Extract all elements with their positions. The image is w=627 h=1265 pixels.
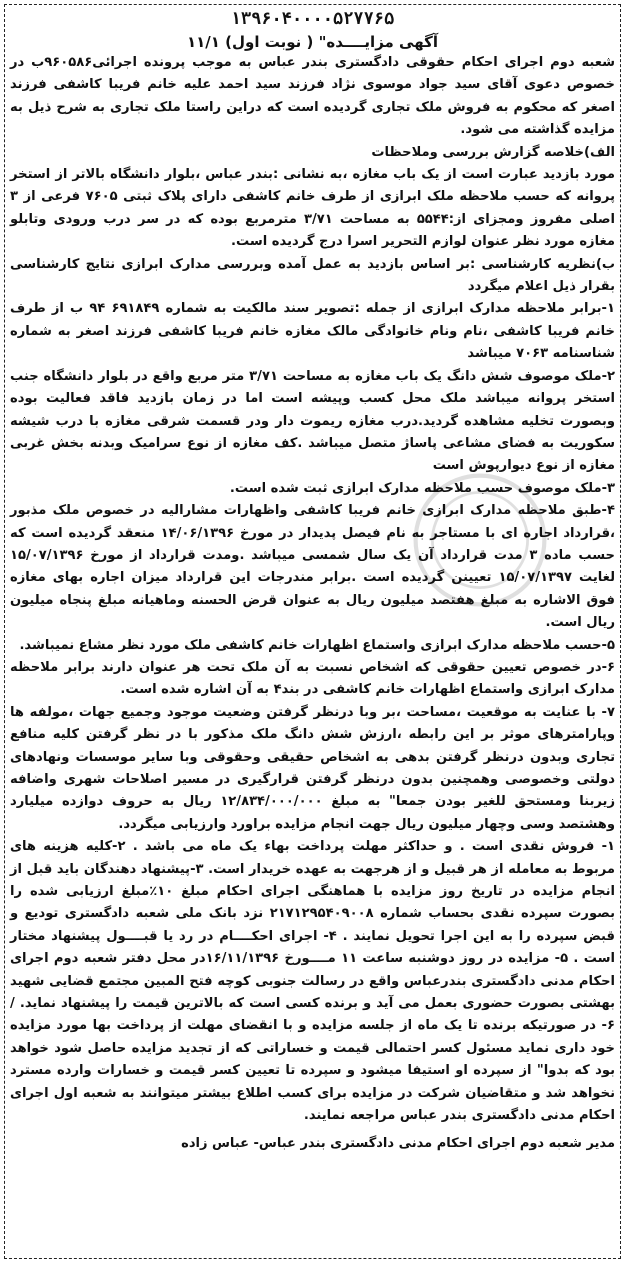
notice-number: ۱۳۹۶۰۴۰۰۰۰۵۲۷۷۶۵	[230, 9, 395, 29]
notice-title: آگهی مزایــــده" ( نوبت اول) ۱۱/۱	[187, 33, 438, 51]
section-b-item: ۲-ملک موصوف شش دانگ یک باب مغازه به مساحت ۳/۷۱ متر مربع واقع در بلوار دانشگاه جنب استخر پروانه میباشد ملک محل کسب وپیشه است اما در زمان بازدید فاقد فعالیت بوده وبصورت تخلیه مشاهده گردید.درب مغازه ریموت دار ودر قسمت شرقی مغازه با درب شیشه سکوریت به فضای مشاعی پاساژ متصل میباشد .کف مغازه از نوع سرامیک وبدنه بخش غربی مغازه از نوع دیوارپوش است	[10, 368, 616, 474]
signature-line: مدیر شعبه دوم اجرای احکام مدنی دادگستری بندر عباس- عباس زاده	[181, 1135, 615, 1151]
section-b-item: ۶-در خصوص تعیین حقوقی که اشخاص نسبت به آن ملک تحت هر عنوان دارند برابر ملاحظه مدارک ابرازی واستماع اظهارات خانم کاشفی در بند۴ به آن اشاره شده است.	[10, 659, 615, 698]
auction-conditions: ۱- فروش نقدی است . و حداکثر مهلت پرداخت بهاء یک ماه می باشد . ۲-کلیه هزینه های مربوط به معامله از هر قبیل و از هرجهت به عهده خریدار است. ۳-پیشنهاد دهندگان باید قبل از انجام مزایده در تاریخ روز مزایده با هماهنگی اجرای احکام مبلغ ۱۰٪مبلغ ارزیابی شده را بصورت سپرده نقدی بحساب شماره ۲۱۷۱۲۹۵۴۰۹۰۰۸ نزد بانک ملی شعبه دادگستری تودیع و قبض سپرده را به این اجرا تحویل نمایند . ۴- اجرای احکــــام در رد یا قبــــول پیشنهاد مختار است . ۵- مزایده در روز دوشنبه ساعت ۱۱ مــــورخ ۱۶/۱۱/۱۳۹۶در محل دفتر شعبه دوم اجرای احکام مدنی دادگستری بندرعباس واقع در رسالت جنوبی کوچه فتح المبین مجتمع قضایی شهید بهشتی بصورت حضوری بعمل می آید و برنده کسی است که بالاترین قیمت را پیشنهاد نماید. / ۶- در صورتیکه برنده تا یک ماه از جلسه مزایده و با انقضای مهلت از پرداخت بها مورد مزایده خود داری نماید مسئول کسر احتمالی قیمت و خساراتی که از تجدید مزایده حاصل شود خواهد بود که بدوا" از سپرده او استیفا میشود و سپرده تا تعیین کسر قیمت و خسارات وارده مسترد نخواهد شد و متقاضیان شرکت در مزایده برای کسب اطلاع بیشتر میتوانند به شعبه اول اجرای احکام مدنی دادگستری بندر عباس مراجعه نمایند.	[10, 839, 616, 1124]
section-b-item: ۴-طبق ملاحظه مدارک ابرازی خانم فریبا کاشفی واظهارات مشارالیه در خصوص ملک مذبور ،قرارداد اجاره ای با مستاجر به نام فیصل پدیدار در مورخ ۱۴/۰۶/۱۳۹۶ منعقد گردیده است که حسب ماده ۳ مدت قرارداد آن یک سال شمسی میباشد .ومدت قرارداد از مورخ ۱۵/۰۷/۱۳۹۶ لغایت ۱۵/۰۷/۱۳۹۷ تعیینن گردیده است .برابر مندرجات این قرارداد میزان اجاره بهای مغازه فوق الاشاره به مبلغ هفتصد میلیون ریال به عنوان قرض الحسنه وماهیانه مبلغ پنجاه میلیون ریال است.	[10, 503, 615, 631]
notice-body	[10, 8, 615, 1154]
section-b-item: ۱-برابر ملاحظه مدارک ابرازی از جمله :تصویر سند مالکیت به شماره ۶۹۱۸۴۹ ۹۴ ب از طرف خانم فریبا کاشفی ،نام ونام خانوادگی مالک مغازه خانم فریبا کاشفی فرزند اصغر به شماره شناسنامه ۷۰۶۳ میباشد	[10, 301, 615, 362]
section-a-text: مورد بازدید عبارت است از یک باب مغازه ،به نشانی :بندر عباس ،بلوار دانشگاه بالاتر از استخر پروانه که حسب ملاحظه ملک ابرازی از طرف خانم کاشفی دارای پلاک ثبتی ۷۶۰۵ فرعی از ۳ اصلی مفروز ومجزای از:۵۵۴۴ به مساحت ۳/۷۱ مترمربع بوده که در سر درب ورودی وتابلو مغازه مورد نظر عنوان لوازم التحریر اسرا درج گردیده است.	[10, 167, 615, 250]
intro-paragraph: شعبه دوم اجرای احکام حقوقی دادگستری بندر عباس به موجب پرونده اجرائی۹۶۰۵۸۶ب در خصوص دعوی آقای سید جواد موسوی نژاد فرزند سید احمد علیه خانم فریبا کاشفی فرزند اصغر که محکوم به فروش ملک تجاری گردیده است که دراین راستا ملک تجاری به شرح ذیل به مزایده گذاشته می شود.	[10, 55, 615, 138]
section-a-heading: الف)خلاصه گزارش بررسی وملاحظات	[371, 144, 615, 160]
section-b-item: ۵-حسب ملاحظه مدارک ابرازی واستماع اظهارات خانم کاشفی ملک مورد نظر مشاع نمیباشد.	[19, 637, 615, 653]
section-b-item: ۷- با عنایت به موقعیت ،مساحت ،بر وبا درنظر گرفتن وضعیت موجود وجمیع جهات ،مولفه ها وپارامترهای موثر بر این رابطه ،ارزش شش دانگ ملک مذکور با در نظر گرفتن کلیه منافع تجاری وبدون درنظر گرفتن بدهی به اشخاص حقیقی وحقوقی وبا سایر موسسات ونهادهای دولتی وخصوصی وهمچنین بدون درنظر گرفتن قرارگیری در مسیر اصلاحات شهری واضافه زیربنا ومستحق للغیر بودن جمعا" به مبلغ ۱۲/۸۳۴/۰۰۰/۰۰۰ ریال به حروف دوازده میلیارد وهشتصد وسی وچهار میلیون ریال جهت انجام مزایده براورد وارزیابی میگردد.	[10, 704, 615, 832]
section-b-heading: ب)نظریه کارشناسی :بر اساس بازدید به عمل آمده وبررسی مدارک ابرازی نتایج کارشناسی بقرار ذیل اعلام میگردد	[10, 256, 615, 295]
section-b-item: ۳-ملک موصوف حسب ملاحظه مدارک ابرازی ثبت شده است.	[229, 480, 615, 496]
